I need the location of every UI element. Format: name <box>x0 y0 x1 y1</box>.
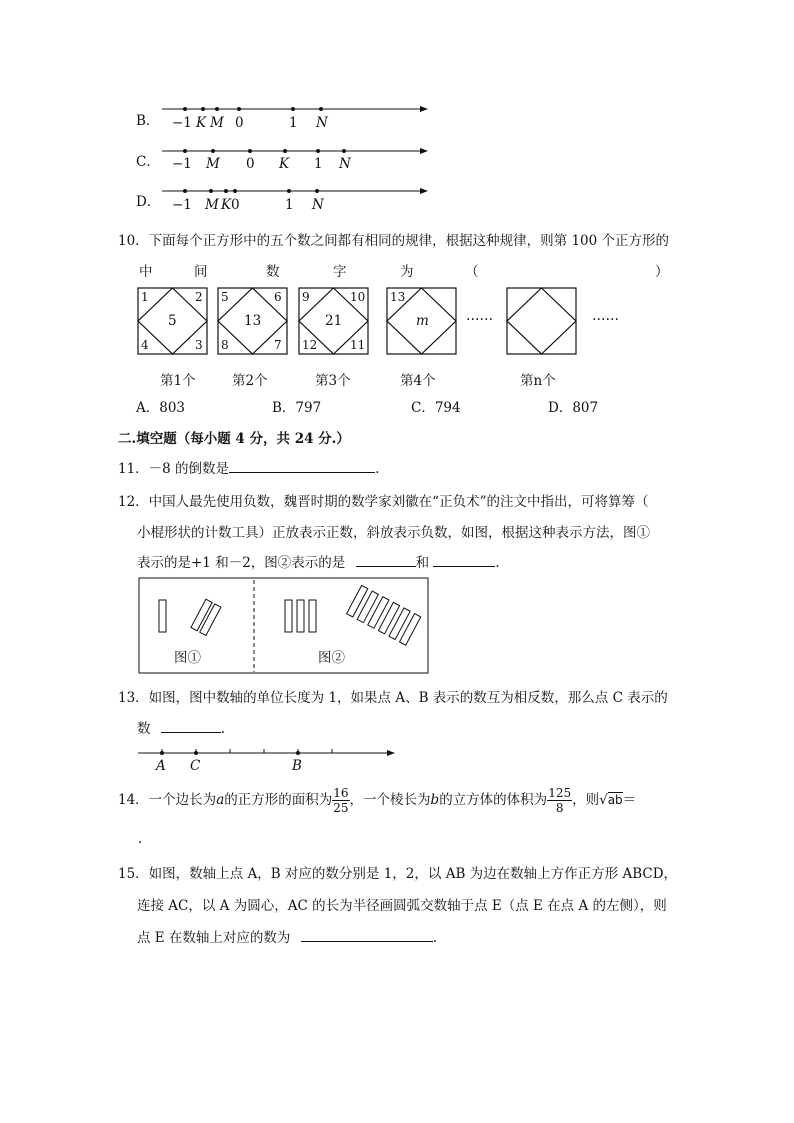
sqrt-sign: √ <box>599 792 608 808</box>
label-0: 0 <box>246 156 255 172</box>
fig2-label: 图② <box>318 650 345 666</box>
q14-text: ，一个棱长为 <box>349 792 431 808</box>
q15-line3 <box>137 926 437 946</box>
q14-text: ＝ <box>622 792 637 808</box>
square-3-tl: 9 <box>302 290 310 304</box>
square-3-tr: 10 <box>350 290 366 304</box>
square-1-br: 3 <box>195 338 203 352</box>
caption-4: 第4个 <box>400 373 436 389</box>
denominator: 25 <box>333 801 349 815</box>
q12-line1: 12．中国人最先使用负数，魏晋时期的数学家刘徽在“正负术”的注文中指出，可将算筹（ <box>118 494 649 510</box>
fraction-125-8 <box>547 786 572 815</box>
q13-end: . <box>220 721 226 737</box>
option-b-letter: B． <box>136 113 160 129</box>
caption-2: 第2个 <box>232 373 268 389</box>
square-1-tl: 1 <box>141 290 149 304</box>
q14-text: 的立方体的体积为 <box>439 792 548 808</box>
q10-option-b: B．797 <box>272 400 322 416</box>
q12-line2: 小棍形状的计数工具）正放表示正数，斜放表示负数，如图，根据这种表示方法，图① <box>137 525 650 541</box>
answer-blank[interactable] <box>301 927 433 942</box>
caption-n: 第n个 <box>520 373 556 389</box>
q12-end: . <box>495 555 500 571</box>
q10-option-d: D．807 <box>548 400 599 416</box>
label-m: M <box>210 115 224 131</box>
q15-line1: 15．如图，数轴上点 A，B 对应的数分别是 1，2，以 AB 为边在数轴上方作正方形 ABCD， <box>118 866 678 882</box>
square-2-bl: 8 <box>221 338 229 352</box>
fig1-label: 图① <box>174 650 201 666</box>
answer-paren-open: （ <box>465 264 479 280</box>
sqrt-radicand: ab <box>607 793 623 807</box>
caption-1: 第1个 <box>160 373 196 389</box>
caption-3: 第3个 <box>315 373 351 389</box>
square-4-tl: 13 <box>390 290 406 304</box>
ellipsis: …… <box>466 308 493 324</box>
label-neg1: −1 <box>172 197 192 213</box>
denominator: 8 <box>555 801 564 815</box>
spread-char: 为 <box>400 264 414 280</box>
label-0: 0 <box>231 197 240 213</box>
square-3-br: 11 <box>350 338 366 352</box>
q11-text: 11．－8 的倒数是 <box>118 461 230 477</box>
q15-line3-text: 点 E 在数轴上对应的数为 <box>137 930 291 946</box>
label-1: 1 <box>285 197 294 213</box>
label-neg1: −1 <box>172 115 192 131</box>
q11-end: . <box>375 461 380 477</box>
label-0: 0 <box>235 115 244 131</box>
q10-option-c: C．794 <box>411 400 461 416</box>
square-1-tr: 2 <box>195 290 203 304</box>
q14-text: 的正方形的面积为 <box>224 792 333 808</box>
fraction-16-25 <box>332 786 349 815</box>
spread-char: 字 <box>333 264 347 280</box>
label-1: 1 <box>289 115 298 131</box>
ellipsis: …… <box>592 308 619 324</box>
square-4-center: m <box>416 313 429 329</box>
option-d-letter: D． <box>136 194 161 210</box>
label-1: 1 <box>314 156 323 172</box>
q14-line2: . <box>138 831 143 847</box>
q12-line3-text: 表示的是+1 和－2，图②表示的是 <box>137 555 346 571</box>
label-k: K <box>196 115 207 131</box>
q10-line1: 10．下面每个正方形中的五个数之间都有相同的规律，根据这种规律，则第 100 个正方形的 <box>118 233 670 249</box>
numerator: 16 <box>333 786 349 800</box>
var-a: a <box>216 792 225 808</box>
q12-and: 和 <box>415 555 430 571</box>
square-2-br: 7 <box>274 338 282 352</box>
label-neg1: −1 <box>172 156 192 172</box>
label-n: N <box>312 197 324 213</box>
q10-option-a: A．803 <box>136 400 186 416</box>
square-3-bl: 12 <box>302 338 318 352</box>
square-3-center: 21 <box>325 313 343 329</box>
q15-end: . <box>432 930 438 946</box>
label-m: M <box>206 156 220 172</box>
q14-line1 <box>118 786 636 815</box>
q15-line2: 连接 AC，以 A 为圆心，AC 的长为半径画圆弧交数轴于点 E（点 E 在点 A 的左侧），则 <box>137 898 667 914</box>
label-k: K <box>221 197 232 213</box>
square-2-tr: 6 <box>274 290 282 304</box>
point-c-label: C <box>190 758 201 774</box>
label-k: K <box>279 156 290 172</box>
section-2-title: 二.填空题（每小题 4 分，共 24 分.） <box>118 431 350 447</box>
square-1-center: 5 <box>168 313 177 329</box>
spread-char: 中 <box>139 264 153 280</box>
label-n: N <box>339 156 351 172</box>
label-n: N <box>316 115 328 131</box>
q14-text: 14．一个边长为 <box>118 792 217 808</box>
point-b-label: B <box>292 758 302 774</box>
point-a-label: A <box>156 758 166 774</box>
spread-char: 间 <box>194 264 208 280</box>
option-c-letter: C． <box>136 154 160 170</box>
label-m: M <box>205 197 219 213</box>
square-2-tl: 5 <box>221 290 229 304</box>
q13-line1: 13．如图，图中数轴的单位长度为 1，如果点 A、B 表示的数互为相反数，那么点 C 表示的 <box>118 690 668 706</box>
q13-line2-text: 数 <box>137 721 151 737</box>
spread-char: 数 <box>266 264 280 280</box>
square-2-center: 13 <box>244 313 262 329</box>
answer-paren-close: ） <box>655 264 669 280</box>
q14-text: ，则 <box>572 792 600 808</box>
numerator: 125 <box>548 786 572 800</box>
var-b: b <box>430 792 440 808</box>
square-1-bl: 4 <box>141 338 149 352</box>
